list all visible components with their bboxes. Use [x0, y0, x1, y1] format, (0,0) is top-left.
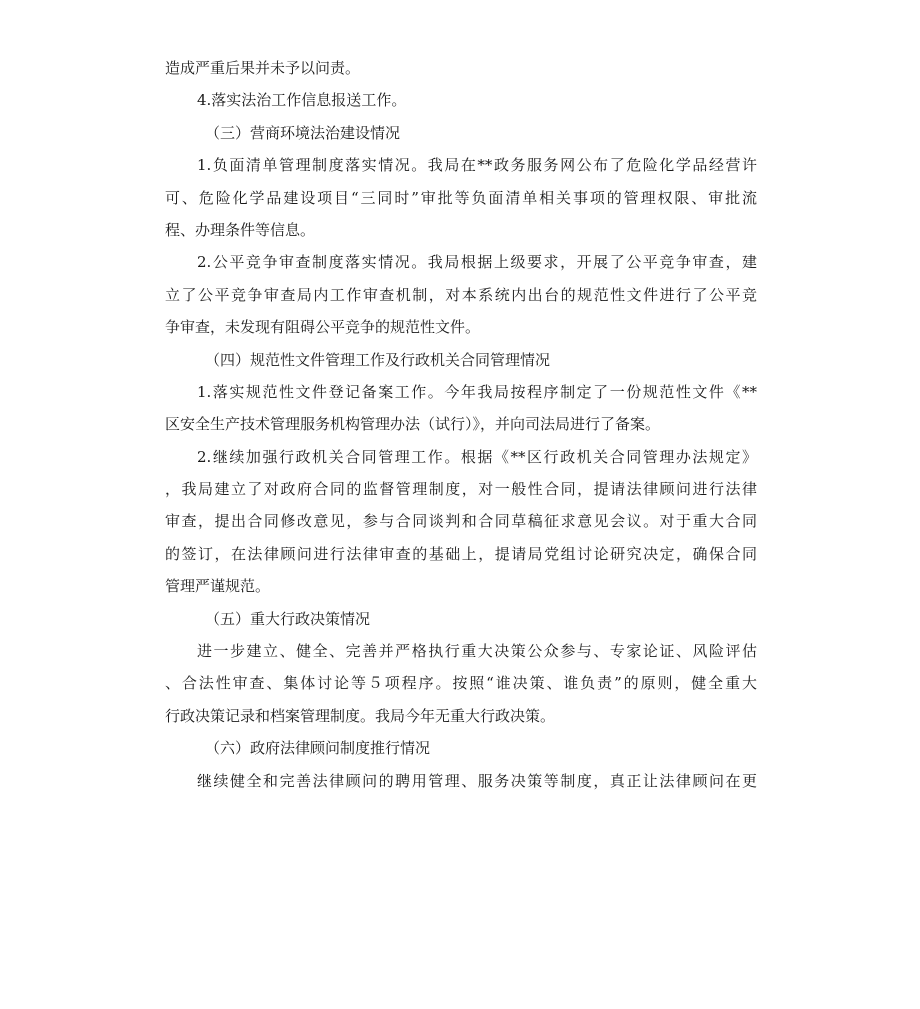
paragraph-line: 、合法性审查、集体讨论等５项程序。按照“谁决策、谁负责”的原则，健全重大 [165, 674, 757, 693]
section-heading: （三）营商环境法治建设情况 [205, 123, 401, 142]
section-heading: （五）重大行政决策情况 [205, 609, 371, 628]
document-body [165, 52, 757, 797]
paragraph-line: 2.公平竞争审查制度落实情况。我局根据上级要求，开展了公平竞争审查，建 [197, 253, 757, 272]
paragraph-line: 程、办理条件等信息。 [165, 220, 316, 239]
paragraph-line: 可、危险化学品建设项目“三同时”审批等负面清单相关事项的管理权限、审批流 [165, 188, 757, 207]
paragraph-line: 进一步建立、健全、完善并严格执行重大决策公众参与、专家论证、风险评估 [197, 642, 757, 661]
paragraph-line: 1.落实规范性文件登记备案工作。今年我局按程序制定了一份规范性文件《** [197, 382, 757, 401]
paragraph-line: 管理严谨规范。 [165, 577, 271, 596]
section-heading: （四）规范性文件管理工作及行政机关合同管理情况 [205, 350, 551, 369]
paragraph-line: 立了公平竞争审查局内工作审查机制，对本系统内出台的规范性文件进行了公平竞 [165, 285, 757, 304]
paragraph-line: 2.继续加强行政机关合同管理工作。根据《**区行政机关合同管理办法规定》 [197, 447, 757, 466]
paragraph-line: 1.负面清单管理制度落实情况。我局在**政务服务网公布了危险化学品经营许 [197, 156, 757, 175]
paragraph-line: 继续健全和完善法律顾问的聘用管理、服务决策等制度，真正让法律顾问在更 [197, 771, 757, 790]
paragraph-line: 争审查，未发现有阻碍公平竞争的规范性文件。 [165, 318, 481, 337]
section-heading: （六）政府法律顾问制度推行情况 [205, 739, 431, 758]
paragraph-line: 区安全生产技术管理服务机构管理办法（试行）》，并向司法局进行了备案。 [165, 415, 661, 434]
text-line: 造成严重后果并未予以问责。 [165, 59, 361, 77]
paragraph-line: 审查，提出合同修改意见，参与合同谈判和合同草稿征求意见会议。对于重大合同 [165, 512, 757, 531]
paragraph-line: ，我局建立了对政府合同的监督管理制度，对一般性合同，提请法律顾问进行法律 [165, 480, 757, 499]
list-item-heading: 4.落实法治工作信息报送工作。 [197, 91, 407, 110]
paragraph-line: 的签订，在法律顾问进行法律审查的基础上，提请局党组讨论研究决定，确保合同 [165, 544, 757, 563]
paragraph-line: 行政决策记录和档案管理制度。我局今年无重大行政决策。 [165, 706, 556, 725]
